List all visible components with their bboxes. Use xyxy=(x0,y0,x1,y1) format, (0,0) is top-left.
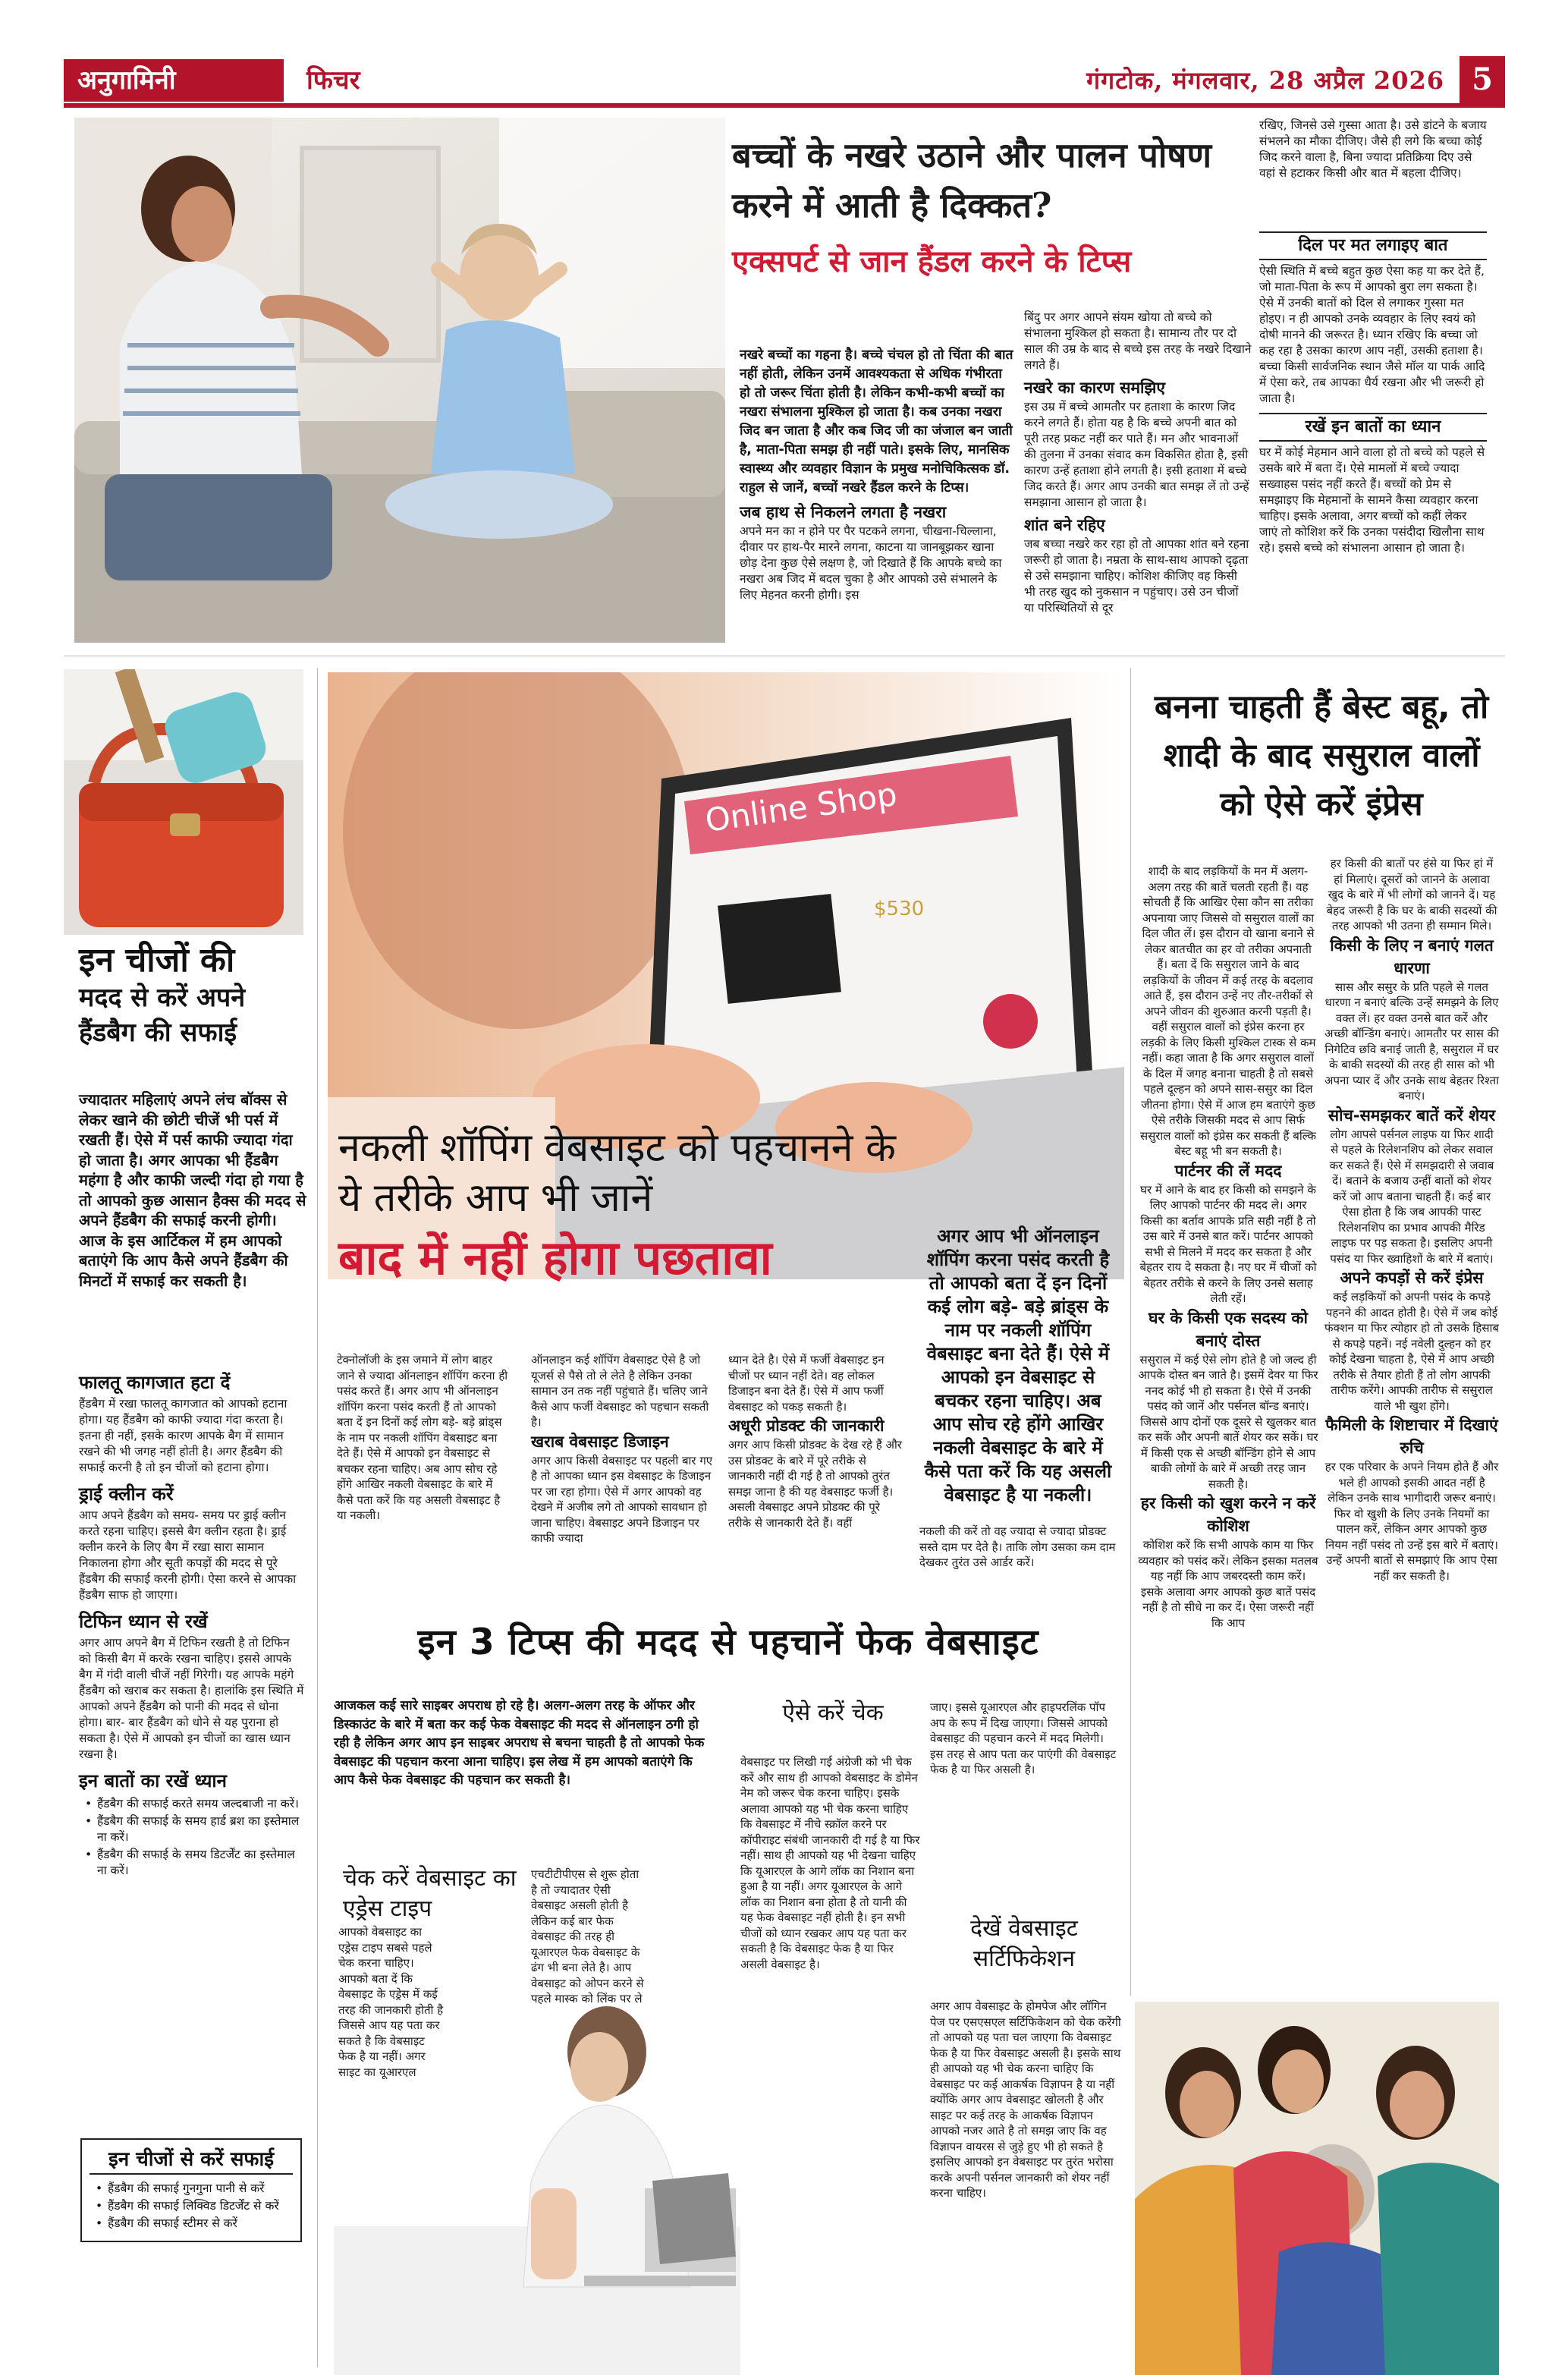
handbag-subhead-3: टिफिन ध्यान से रखें xyxy=(79,1611,208,1632)
masthead xyxy=(64,56,1505,108)
article2-headline xyxy=(338,1123,915,1293)
article3-c4-top: जाए। इससे यूआरएल और हाइपरलिंक पॉप अप के रूप में दिख जाएगा। जिससे आपको वेबसाइट की पहचान करने में मदद मिलेगी। इस तरह से आप पता कर पाएंगी की वेबसाइट फेक है या फिर असली है। xyxy=(930,1700,1117,1776)
article4-title: बनना चाहती हैं बेस्ट बहू, तो शादी के बाद ससुराल वालों को ऐसे करें इंप्रेस xyxy=(1154,688,1489,823)
article2-column-4 xyxy=(919,1524,1118,1571)
article3-c1-title: चेक करें वेबसाइट का एड्रेस टाइप xyxy=(343,1865,517,1922)
article1-subhead-2: नखरे का कारण समझिए xyxy=(1024,379,1165,397)
article3-c4-headline xyxy=(933,1914,1115,1974)
handbag-body xyxy=(79,1364,305,1880)
handbag-lead-block xyxy=(79,1090,306,1291)
handbag-subhead-4: इन बातों का रखें ध्यान xyxy=(79,1770,227,1791)
article3-c3-title: ऐसे करें चेक xyxy=(782,1700,884,1726)
list-item: • हैंडबैग की सफाई लिक्विड डिटर्जेंट से करें xyxy=(90,2198,293,2214)
article2-c3-top: ध्यान देते है। ऐसे में फर्जी वेबसाइट इन चीजों पर ध्यान नहीं देते। वह लोकल डिजाइन बना देते हैं। ऐसे में आप फर्जी वेबसाइट को पकड़ सकती है। xyxy=(728,1353,885,1414)
article1-box1-body: ऐसी स्थिति में बच्चे बहुत कुछ ऐसा कह या कर देते हैं, जो माता-पिता के रूप में आपको बुरा लग सकता है। ऐसे में उनकी बातों को दिल से लगाकर गुस्सा मत होइए। न ही आपको उनके व्यवहार के लिए स्वयं को दोषी मानने की जरूरत है। ध्यान रखिए कि बच्चा जो कह रहा है उसका कारण आप नहीं, उसकी हताशा है। बच्चा किसी सार्वजनिक स्थान जैसे मॉल या पार्क आदि में ऐसा करे, तब आपका धैर्य रखना और भी जरूरी हो जाता है। xyxy=(1259,264,1485,405)
article3-column-3 xyxy=(740,1754,922,1972)
article3-c1-headline xyxy=(343,1864,525,1924)
article2-pull-text: अगर आप भी ऑनलाइन शॉपिंग करना पसंद करती है तो आपको बता दें इन दिनों कई लोग बड़े- बड़े ब्रांड्स के नाम पर नकली शॉपिंग वेबसाइट बना देते हैं। ऐसे में आपको इन वेबसाइट से बचकर रहना चाहिए। अब आप सोच रहे होंगे आखिर नकली वेबसाइट के बारे में कैसे पता करें कि यह असली वेबसाइट है या नकली। xyxy=(924,1225,1112,1505)
article2-c2-body: अगर आप किसी वेबसाइट पर पहली बार गए है तो आपका ध्यान इस वेबसाइट के डिजाइन पर जा रहा होगा। ऐसे में अगर आपको वह देखने में अजीब लगे तो आपको सावधान हो जाना चाहिए। वेबसाइट अपने डिजाइन पर काफी ज्यादा xyxy=(531,1453,713,1545)
article1-column-1 xyxy=(740,346,1014,603)
list-item: • हैंडबैग की सफाई के समय डिटर्जेंट का इस्तेमाल ना करें। xyxy=(79,1847,305,1879)
article4-c1-body: शादी के बाद लड़कियों के मन में अलग-अलग तरह की बातें चलती रहती हैं। वह सोचती हैं कि आखिर ऐसा कौन सा तरीका अपनाया जाए जिससे वो ससुराल वालों का दिल जीत लें। इस दौरान वो खाना बनाने से लेकर बातचीत का हर वो तरीका अपनाती हैं। बता दें कि ससुराल जाने के बाद लड़कियों के जीवन में कई तरह के बदलाव आते हैं, इस दौरान उन्हें नए तौर-तरीकों से अपने जीवन की शुरुआत करनी पड़ती है। वहीं ससुराल वालों को इंप्रेस करना हर लड़की के लिए किसी मुश्किल टास्क से कम नहीं। कहा जाता है कि अगर ससुराल वालों के दिल में जगह बनाना चाहती है तो सबसे पहले दूल्हन को अपने सास-ससुर का दिल जीतना होगा। ऐसे में आज हम बताएंगे कुछ ऐसे तरीके जिसकी मदद से आप सिर्फ ससुराल वालों को इंप्रेस कर सकती हैं बल्कि बेस्ट बहू भी बन सकती है। xyxy=(1139,864,1317,1158)
handbag-illustration xyxy=(64,669,303,935)
list-item: • हैंडबैग की सफाई करते समय जल्दबाजी ना करें। xyxy=(79,1796,305,1812)
article3-lead: आजकल कई सारे साइबर अपराध हो रहे है। अलग-अलग तरह के ऑफर और डिस्काउंट के बारे में बता कर कई फेक वेबसाइट की मदद से ऑनलाइन ठगी हो रही है लेकिन अगर आप इन साइबर अपराध से बचना चाहती है तो आपको फेक वेबसाइट की पहचान करना आना चाहिए। इस लेख में हम आपको बताएंगे कि आप कैसे फेक वेबसाइट की पहचान कर सकती है। xyxy=(334,1698,705,1788)
family-illustration xyxy=(1135,2002,1499,2375)
mother-child-photo xyxy=(74,118,725,643)
article1-headline xyxy=(732,131,1218,282)
article2-column-2 xyxy=(531,1352,713,1546)
article4-column-1 xyxy=(1138,863,1318,1631)
article4-c2-subhead-2: सोच-समझकर बातें करें शेयर xyxy=(1328,1106,1496,1125)
article1-box2-head: रखें इन बातों का ध्यान xyxy=(1259,413,1487,442)
article3-c4-title: देखें वेबसाइट सर्टिफिकेशन xyxy=(970,1915,1078,1972)
article3-c3-body: वेबसाइट पर लिखी गई अंग्रेजी को भी चेक करें और साथ ही आपको वेबसाइट के डोमेन नेम को जरूर चेक करना चाहिए। इसके अलावा आपको यह भी चेक करना चाहिए कि वेबसाइट में नीचे स्क्रॉल करने पर कॉपीराइट संबंधी जानकारी दी गई है या फिर नहीं। साथ ही आपको यह भी देखना चाहिए कि यूआरएल के आगे लॉक का निशान बना हुआ है या नहीं। अगर यूआरएल के आगे लॉक का निशान बना होता है तो यानी की यह फेक वेबसाइट नहीं होती है। इन सभी चीजों को ध्यान रखकर आप यह पता कर सकती है कि वेबसाइट फेक है या फिर असली वेबसाइट है। xyxy=(740,1755,920,1971)
article2-c2-top: ऑनलाइन कई शॉपिंग वेबसाइट ऐसे है जो यूजर्स से पैसे तो ले लेते है लेकिन उनका सामान उन तक नहीं पहुंचाते हैं। चलिए जाने कैसे आप फर्जी वेबसाइट को पहचान सकती है। xyxy=(531,1353,709,1429)
article3-title: इन 3 टिप्स की मदद से पहचानें फेक वेबसाइट xyxy=(417,1622,1039,1663)
article3-c3-headline xyxy=(743,1698,922,1729)
article4-c1-body-4: कोशिश करें कि सभी आपके काम या फिर व्यवहार को पसंद करें। लेकिन इसका मतलब यह नहीं कि आप जबरदस्ती काम करें। इसके अलावा अगर आपको कुछ बातें पसंद नहीं है तो सीधे ना कर दें। ऐसा जरूरी नहीं कि आप xyxy=(1138,1538,1318,1630)
article1-col3-top: रखिए, जिनसे उसे गुस्सा आता है। उसे डांटने के बजाय संभलने का मौका दीजिए। जैसे ही लगे कि बच्चा कोई जिद करने वाला है, बिना ज्यादा प्रतिक्रिया दिए उसे वहां से हटाकर किसी और बात में बहला दीजिए। xyxy=(1259,118,1487,180)
article1-col2-top: बिंदु पर अगर आपने संयम खोया तो बच्चे को संभालना मुश्किल हो सकता है। सामान्य तौर पर दो साल की उम्र के बाद से बच्चे इस तरह के नखरे दिखाने लगते हैं। xyxy=(1024,310,1252,372)
article3-c2-body: एचटीटीपीएस से शुरू होता है तो ज्यादातर ऐसी वेबसाइट असली होती है लेकिन कई बार फेक वेबसाइट की तरह ही यूआरएल फेक वेबसाइट के ढंग भी बना लेते है। आप वेबसाइट को ओपन करने से पहले मास्क को लिंक पर ले xyxy=(531,1867,644,2005)
article1-subhead-3: शांत बने रहिए xyxy=(1024,516,1105,534)
article3-c1-body: आपको वेबसाइट का एड्रेस टाइप सबसे पहले चेक करना चाहिए। आपको बता दें कि वेबसाइट के एड्रेस में कई तरह की जानकारी होती है जिससे आप यह पता कर सकते है कि वेबसाइट फेक है या नहीं। अगर साइट का यूआरएल xyxy=(338,1925,444,2079)
article3-column-4-top xyxy=(930,1700,1120,1778)
handbag-title: इन चीजों की xyxy=(79,941,235,980)
handbag-body-2: आप अपने हैंडबैग को समय- समय पर ड्राई क्लीन करते रहना चाहिए। इससे बैग क्लीन रहता है। ड्राई क्लीन करने के लिए बैग में रखा सारा सामान निकालना होगा और सूती कपड़ों की मदद से पूरे हैंडबैग की सफाई करनी होगी। ऐसा करने से आपका हैंडबैग साफ हो जाएगा। xyxy=(79,1508,297,1602)
article2-column-3 xyxy=(728,1352,904,1530)
article1-subtitle: एक्सपर्ट से जान हैंडल करने के टिप्स xyxy=(732,244,1132,279)
article2-column-1 xyxy=(337,1352,511,1524)
article4-c1-subhead-1: पार्टनर की लें मदद xyxy=(1174,1161,1282,1180)
article2-c3-subhead: अधूरी प्रोडक्ट की जानकारी xyxy=(728,1417,885,1435)
handbag-subhead-1: फालतू कागजात हटा दें xyxy=(79,1372,231,1393)
mother-child-illustration xyxy=(74,118,725,643)
article1-body-1: अपने मन का न होने पर पैर पटकने लगना, चीखना-चिल्लाना, दीवार पर हाथ-पैर मारने लगना, काटना या जानबूझकर खाना छोड़ देना कुछ ऐसे लक्षण है, जो दिखाते हैं कि आपके बच्चे का नखरा अब जिद में बदल चुका है और आपको उसे संभालने के लिए मेहनत करनी होगी। इस xyxy=(740,524,1002,602)
article4-c1-body-3: ससुराल में कई ऐसे लोग होते है जो जल्द ही आपके दोस्त बन जाते है। इसमें देवर या फिर ननद कोई भी हो सकता है। ऐसे में उनकी पसंद को जानें और पर्सनल बॉन्ड बनाएं। जिससे आप दोनों एक दूसरे से खुलकर बात कर सकें और अपनी बातें शेयर कर सकें। घर में किसी एक से अच्छी बॉन्डिंग होने से आप बाकी लोगों के बारे में अच्छी तरह जान सकती है। xyxy=(1138,1352,1318,1491)
handbag-tips-list xyxy=(79,1796,305,1879)
article1-title: बच्चों के नखरे उठाने और पालन पोषण करने में आती है दिक्कत? xyxy=(732,135,1211,225)
handbag-body-3: अगर आप अपने बैग में टिफिन रखती है तो टिफिन को किसी बैग में करके रखना चाहिए। इससे आपके बैग में गंदी वाली चीजें नहीं गिरेगी। यह आपके महंगे हैंडबैग को खराब कर सकता है। हालांकि इस स्थिति में आपको अपने हैंडबैग को पानी की मदद से धोना होगा। बार- बार हैंडबैग को धोने से यह पुराना हो सकता है। ऐसे में आपको इन चीजों का खास ध्यान रखना है। xyxy=(79,1636,304,1761)
article1-sidebar xyxy=(1259,231,1487,556)
handbag-box-list xyxy=(90,2181,293,2232)
article1-body-3: जब बच्चा नखरे कर रहा हो तो आपका शांत बने रहना जरूरी हो जाता है। नम्रता के साथ-साथ आपको दृढ़ता से उसे समझाना चाहिए। कोशिश कीजिए वह किसी भी तरह खुद को नुकसान न पहुंचाए। उसे उन चीजों या परिस्थितियों से दूर xyxy=(1024,537,1249,615)
column-divider xyxy=(317,668,318,2367)
column-divider xyxy=(1130,668,1131,1996)
article3-column-2 xyxy=(531,1867,728,2007)
article1-column-2 xyxy=(1024,310,1252,616)
article4-c1-body-2: घर में आने के बाद हर किसी को समझने के लिए आपको पार्टनर की मदद ले। अगर किसी का बर्ताव आपके प्रति सही नहीं है तो उस बारे में उनसे बात करें। पार्टनर आपको सभी से मिलने में मदद कर सकता है और बेहतर राय दे सकता है। नए घर में चीजों को बेहतर तरीके से करने के लिए उनसे सलाह लेती रहें। xyxy=(1139,1182,1317,1305)
article4-headline xyxy=(1147,683,1496,829)
article4-c2-body-4: हर एक परिवार के अपने नियम होते हैं और भले ही आपको इसकी आदत नहीं है लेकिन उनके साथ भागीदारी जरूर बनाएं। फिर वो खुशी के लिए उनके नियमों का पालन करें, लेकिन अगर आपको कुछ नियम नहीं पसंद तो उन्हें इस बारे में बताएं। उन्हें अपनी बातों से समझाएं कि आप ऐसा नहीं कर सकती है। xyxy=(1324,1460,1499,1583)
article3-column-4 xyxy=(930,1999,1121,2201)
section-name: फिचर xyxy=(306,65,360,96)
article3-c4-body: अगर आप वेबसाइट के होमपेज और लॉगिन पेज पर एसएसएल सर्टिफिकेशन को चेक करेंगी तो आपको यह पता चल जाएगा कि वेबसाइट फेक है या फिर वेबसाइट असली है। इसके साथ ही आपको यह भी चेक करना चाहिए कि वेबसाइट पर कई आकर्षक विज्ञापन है या नहीं क्योंकि अगर आप वेबसाइट खोलती है और साइट पर कई तरह के आकर्षक विज्ञापन आपको नजर आते है तो समझ जाए कि वह विज्ञापन वायरस से जुड़े हुए भी हो सकते है इसलिए आपको इन वेबसाइट पर तुरंत भरोसा करके अपनी पर्सनल जानकारी को शेयर नहीं करना चाहिए। xyxy=(930,1999,1121,2200)
article2-c4-body: नकली की करें तो वह ज्यादा से ज्यादा प्रोडक्ट सस्ते दाम पर देते है। ताकि लोग उसका कम दाम देखकर तुरंत उसे आर्डर करें। xyxy=(919,1524,1116,1569)
handbag-photo xyxy=(64,669,303,935)
screen-price: $530 xyxy=(874,898,925,920)
handbag-subhead-2: ड्राई क्लीन करें xyxy=(79,1483,174,1505)
article2-pull-quote xyxy=(919,1225,1117,1507)
article4-c2-top: हर किसी की बातों पर हंसे या फिर हां में हां मिलाएं। दूसरों को जानने के अलावा खुद के बारे में भी लोगों को जानने दें। यह बेहद जरूरी है कि घर के बाकी सदस्यों की तरह आपको भी उतना ही सम्मान मिले। xyxy=(1326,857,1497,933)
list-item: • हैंडबैग की सफाई के समय हार्ड ब्रश का इस्तेमाल ना करें। xyxy=(79,1813,305,1845)
article4-column-2 xyxy=(1324,856,1499,1584)
article2-c2-subhead: खराब वेबसाइट डिजाइन xyxy=(531,1432,669,1451)
family-women-photo xyxy=(1135,2002,1499,2375)
dateline: गंगटोक, मंगलवार, 28 अप्रैल 2026 xyxy=(1086,66,1444,95)
handbag-lead: ज्यादातर महिलाएं अपने लंच बॉक्स से लेकर खाने की छोटी चीजें भी पर्स में रखती हैं। ऐसे में पर्स काफी ज्यादा गंदा हो जाता है। अगर आपका भी हैंडबैग महंगा है और काफी जल्दी गंदा हो गया है तो आपको कुछ आसान हैक्स की मदद से अपने हैंडबैग की सफाई करनी होगी। आज के इस आर्टिकल में हम आपको बताएंगे कि आप कैसे अपने हैंडबैग की मिनटों में सफाई कर सकती है। xyxy=(79,1090,306,1290)
article4-c2-subhead-1: किसी के लिए न बनाएं गलत धारणा xyxy=(1330,936,1494,977)
article3-lead-block xyxy=(334,1697,712,1790)
handbag-body-1: हैंडबैग में रखा फालतू कागजात को आपको हटाना होगा। यह हैंडबैग को काफी ज्यादा गंदा करता है। इतना ही नहीं, इसके कारण आपके बैग में सामान रखने की भी जगह नहीं होती है। अगर हैंडबैग की सफाई करनी है तो इन चीजों को हटाना होगा। xyxy=(79,1397,288,1474)
article1-column-3 xyxy=(1259,118,1487,181)
article4-c2-subhead-4: फैमिली के शिष्टाचार में दिखाएं रुचि xyxy=(1325,1416,1498,1457)
handbag-box-head: इन चीजों से करें सफाई xyxy=(90,2146,293,2175)
brand-separator xyxy=(284,59,290,102)
article4-c2-body-3: कई लड़कियों को अपनी पसंद के कपड़े पहनने की आदत होती है। ऐसे में जब कोई फंक्शन या फिर त्योहार हो तो उसके हिसाब से कपड़े पहनें। नई नवेली दुल्हन को हर कोई देखना चाहता है, ऐसे में आप अच्छी तरीके से तैयार होती हैं तो लोग आपकी तारीफ करेंगे। आपकी तारीफ से ससुराल वाले भी खुश होंगे। xyxy=(1324,1290,1499,1413)
list-item: • हैंडबैग की सफाई स्टीमर से करें xyxy=(90,2216,293,2232)
article4-c1-subhead-2: घर के किसी एक सदस्य को बनाएं दोस्त xyxy=(1149,1308,1308,1350)
article1-lead: नखरे बच्चों का गहना है। बच्चे चंचल हो तो चिंता की बात नहीं होती, लेकिन उनमें आवश्यकता से अधिक गंभीरता हो तो जरूर चिंता होती है। लेकिन कभी-कभी बच्चों का नखरा संभालना मुश्किल हो जाता है। कब उनका नखरा जिद बन जाता है और कब जिद जी का जंजाल बन जाती है, माता-पिता समझ ही नहीं पाते। इसके लिए, मानसिक स्वास्थ्य और व्यवहार विज्ञान के प्रमुख मनोचिकित्सक डॉ. राहुल से जानें, बच्चों नखरे हैंडल करने के टिप्स। xyxy=(740,348,1013,495)
screen-shop-title: Online Shop xyxy=(702,775,900,839)
article1-box1-head: दिल पर मत लगाइए बात xyxy=(1259,231,1487,260)
article1-body-2: इस उम्र में बच्चे आमतौर पर हताशा के कारण जिद करने लगते हैं। होता यह है कि बच्चे अपनी बात को पूरी तरह प्रकट नहीं कर पाते हैं। मन और भावनाओं की तुलना में उनका संवाद कम विकसित होता है, इसी कारण उन्हें हताशा होने लगती है। इसी हताशा में बच्चे जिद करते हैं। अगर आप उनकी बात समझ लें तो उन्हें समझाना आसान हो जाता है। xyxy=(1024,400,1249,509)
list-item: • हैंडबैग की सफाई गुनगुना पानी से करें xyxy=(90,2181,293,2197)
article2-c3-body: अगर आप किसी प्रोडक्ट के देख रहे हैं और उस प्रोडक्ट के बारे में पूरे तरीके से जानकारी नहीं दी गई है तो आपको तुरंत समझ जाना है की यह वेबसाइट फर्जी है। असली वेबसाइट अपने प्रोडक्ट की पूरे तरीके से जानकारी देते हैं। वहीं xyxy=(728,1438,902,1530)
article4-c2-body-2: लोग आपसे पर्सनल लाइफ या फिर शादी से पहले के रिलेशनशिप को लेकर सवाल कर सकते हैं। ऐसे में समझदारी से जवाब दें। बताने के बजाय उन्हीं बातों को शेयर करें जो आप बताना चाहती हैं। कई बार ऐसा होता है कि जब आपकी पास्ट रिलेशनशिप का प्रभाव आपकी मैरिड लाइफ पर पड़ सकता है। इसलिए अपनी पसंद या फिर ख्वाहिशों के बारे में बताएं। xyxy=(1329,1127,1494,1266)
article3-column-1 xyxy=(338,1924,445,2080)
article2-subtitle: बाद में नहीं होगा पछतावा xyxy=(338,1230,772,1285)
article2-title: नकली शॉपिंग वेबसाइट को पहचानने के ये तरीके आप भी जानें xyxy=(338,1125,896,1221)
article4-c2-subhead-3: अपने कपड़ों से करें इंप्रेस xyxy=(1340,1269,1484,1287)
article4-c2-body-1: सास और ससुर के प्रति पहले से गलत धारणा न बनाएं बल्कि उन्हें समझने के लिए वक्त लें। हर वक्त उनसे बात करें और अच्छी बॉन्डिंग बनाएं। आमतौर पर सास की निगेटिव छवि बनाई जाती है, ससुराल में घर के बाकी सदस्यों की तरह ही सास को भी अपना प्यार दें और उनके साथ बेहतर रिश्ता बनाएं। xyxy=(1324,980,1500,1103)
brand-logo: अनुगामिनी xyxy=(64,59,284,102)
article1-box2-body: घर में कोई मेहमान आने वाला हो तो बच्चे को पहले से उसके बारे में बता दें। ऐसे मामलों में बच्चे ज्यादा सख्वाहस पसंद नहीं करते हैं। बच्चों को प्रेम से समझाइए कि मेहमानों के सामने कैसा व्यवहार करना चाहिए। इसके अलावा, अगर बच्चों को कहीं लेकर जाएं तो कोशिश करें कि उनका पसंदीदा खिलौना साथ रहे। इससे बच्चे को संभालना आसान हो जाता है। xyxy=(1259,445,1485,555)
handbag-title-2: मदद से करें अपने हैंडबैग की सफाई xyxy=(79,983,246,1048)
page-number: 5 xyxy=(1460,56,1505,103)
handbag-box xyxy=(80,2138,302,2242)
article1-subhead-1: जब हाथ से निकलने लगता है नखरा xyxy=(740,503,947,521)
article4-c1-subhead-3: हर किसी को खुश करने न करें कोशिश xyxy=(1140,1494,1316,1535)
article2-c1-body: टेक्नोलॉजी के इस जमाने में लोग बाहर जाने से ज्यादा ऑनलाइन शॉपिंग करना ही पसंद करते हैं। अगर आप भी ऑनलाइन शॉपिंग करना पसंद करती हैं तो आपको बता दें इन दिनों कई लोग बड़े- बड़े ब्रांड्स के नाम पर नकली शॉपिंग वेबसाइट बना देते हैं। ऐसे में आपको इन वेबसाइट से बचकर रहना चाहिए। अब आप सोच रहे होंगे आखिर नकली वेबसाइट के बारे में कैसे पता करें कि यह असली वेबसाइट है या नकली। xyxy=(337,1353,508,1522)
handbag-headline xyxy=(79,941,299,1050)
